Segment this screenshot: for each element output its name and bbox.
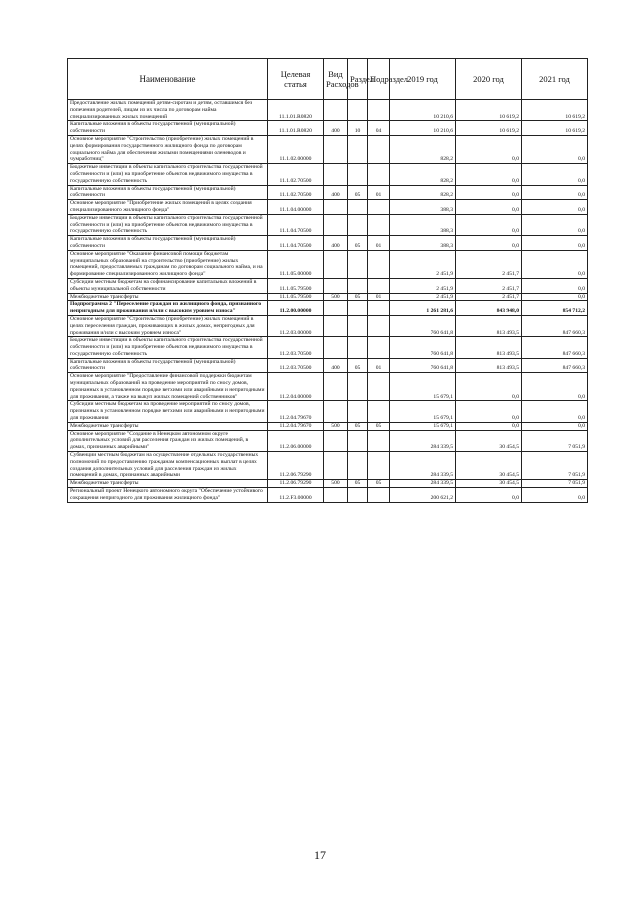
cell-2020: 843 948,0 <box>456 301 522 316</box>
cell-2019: 828,2 <box>390 185 456 200</box>
table-header-row <box>68 59 588 100</box>
cell-expense: 500 <box>324 480 348 488</box>
table-row <box>68 250 588 278</box>
cell-section <box>348 135 368 163</box>
cell-article: 11.1.05.79500 <box>268 278 324 293</box>
cell-expense <box>324 401 348 422</box>
cell-2020: 2 451,7 <box>456 278 522 293</box>
cell-expense: 400 <box>324 358 348 373</box>
cell-2020: 0,0 <box>456 164 522 185</box>
cell-2021: 847 660,3 <box>522 358 588 373</box>
cell-section <box>348 100 368 121</box>
cell-name: Бюджетные инвестиции в объекты капитального строительства государственной собственности и (или) на приобретение объектов недвижимого имущества в государственную собственность <box>68 164 268 185</box>
cell-subsection <box>368 337 390 358</box>
cell-2021: 847 660,3 <box>522 337 588 358</box>
cell-subsection: 01 <box>368 358 390 373</box>
cell-2020: 2 451,7 <box>456 293 522 301</box>
table-row <box>68 293 588 301</box>
cell-article: 11.2.06.79290 <box>268 452 324 480</box>
cell-2019: 388,3 <box>390 236 456 251</box>
cell-section: 05 <box>348 185 368 200</box>
cell-subsection: 05 <box>368 480 390 488</box>
cell-2019: 760 641,8 <box>390 337 456 358</box>
table-row <box>68 422 588 430</box>
table-row <box>68 164 588 185</box>
cell-2021: 0,0 <box>522 250 588 278</box>
cell-name: Капитальные вложения в объекты государственной (муниципальной) собственности <box>68 358 268 373</box>
cell-subsection <box>368 200 390 215</box>
cell-2021: 0,0 <box>522 422 588 430</box>
cell-section <box>348 430 368 451</box>
cell-2021: 0,0 <box>522 200 588 215</box>
cell-expense <box>324 315 348 336</box>
cell-expense: 400 <box>324 185 348 200</box>
table-row <box>68 315 588 336</box>
cell-subsection: 04 <box>368 121 390 136</box>
cell-section <box>348 250 368 278</box>
table-row <box>68 200 588 215</box>
cell-name: Основное мероприятие "Строительство (приобретение) жилых помещений в целях переселения граждан, проживающих в жилых домах, непригодных для проживания и/или с высоким уровнем износа" <box>68 315 268 336</box>
cell-article: 11.1.02.00000 <box>268 135 324 163</box>
cell-2019: 2 451,9 <box>390 293 456 301</box>
cell-article: 11.1.04.70500 <box>268 214 324 235</box>
cell-2021: 0,0 <box>522 164 588 185</box>
cell-subsection <box>368 135 390 163</box>
cell-2020: 30 454,5 <box>456 452 522 480</box>
cell-section <box>348 337 368 358</box>
cell-2020: 2 451,7 <box>456 250 522 278</box>
cell-section <box>348 401 368 422</box>
table-body <box>68 100 588 503</box>
cell-section: 05 <box>348 422 368 430</box>
cell-subsection <box>368 373 390 401</box>
cell-section: 05 <box>348 358 368 373</box>
cell-2019: 284 339,5 <box>390 480 456 488</box>
cell-article: 11.2.04.79670 <box>268 422 324 430</box>
cell-2021: 847 660,3 <box>522 315 588 336</box>
cell-2019: 1 261 281,6 <box>390 301 456 316</box>
cell-expense <box>324 488 348 503</box>
table-row <box>68 480 588 488</box>
cell-2020: 0,0 <box>456 488 522 503</box>
cell-article: 11.2.04.00000 <box>268 373 324 401</box>
cell-expense <box>324 452 348 480</box>
cell-2021: 7 051,9 <box>522 430 588 451</box>
cell-2019: 388,3 <box>390 200 456 215</box>
cell-2019: 10 210,6 <box>390 121 456 136</box>
header-expense: Вид Расходов <box>324 59 348 100</box>
cell-article: 11.2.F3.00000 <box>268 488 324 503</box>
cell-name: Основное мероприятие "Создание в Ненецком автономном округе дополнительных условий для расселения граждан из жилых помещений, в домах, признанных аварийными" <box>68 430 268 451</box>
cell-expense <box>324 301 348 316</box>
cell-2021: 0,0 <box>522 214 588 235</box>
cell-name: Капитальные вложения в объекты государственной (муниципальной) собственности <box>68 236 268 251</box>
cell-name: Предоставление жилых помещений детям-сиротам и детям, оставшимся без попечения родителей, лицам из их числа по договорам найма специализированных жилых помещений <box>68 100 268 121</box>
cell-2020: 30 454,5 <box>456 430 522 451</box>
cell-expense <box>324 337 348 358</box>
cell-subsection: 01 <box>368 236 390 251</box>
table-row <box>68 373 588 401</box>
table-row <box>68 488 588 503</box>
cell-2020: 813 493,5 <box>456 358 522 373</box>
cell-2021: 0,0 <box>522 278 588 293</box>
header-2019: 2019 год <box>390 59 456 100</box>
cell-2019: 828,2 <box>390 135 456 163</box>
cell-section: 05 <box>348 480 368 488</box>
cell-section <box>348 452 368 480</box>
cell-expense: 500 <box>324 293 348 301</box>
cell-2021: 0,0 <box>522 401 588 422</box>
cell-2020: 0,0 <box>456 135 522 163</box>
cell-article: 11.1.02.70500 <box>268 164 324 185</box>
table-row <box>68 185 588 200</box>
cell-section: 05 <box>348 293 368 301</box>
table-row <box>68 100 588 121</box>
cell-name: Региональный проект Ненецкого автономного округа "Обеспечение устойчивого сокращения непригодного для проживания жилищного фонда" <box>68 488 268 503</box>
cell-article: 11.1.05.00000 <box>268 250 324 278</box>
cell-2019: 760 641,8 <box>390 358 456 373</box>
header-subsection: Подраздел <box>368 59 390 100</box>
cell-subsection <box>368 430 390 451</box>
cell-2019: 15 679,1 <box>390 373 456 401</box>
cell-2020: 0,0 <box>456 373 522 401</box>
cell-section <box>348 301 368 316</box>
cell-section <box>348 214 368 235</box>
cell-2021: 0,0 <box>522 185 588 200</box>
cell-article: 11.2.03.70500 <box>268 358 324 373</box>
cell-name: Субсидии местным бюджетам на софинансирование капитальных вложений в объекты муниципальной собственности <box>68 278 268 293</box>
cell-article: 11.1.04.70500 <box>268 236 324 251</box>
cell-article: 11.1.05.79500 <box>268 293 324 301</box>
cell-subsection <box>368 488 390 503</box>
cell-article: 11.2.03.00000 <box>268 315 324 336</box>
cell-name: Основное мероприятие "Строительство (приобретение) жилых помещений в целях формирования государственного жилищного фонда по договорам социального найма для обеспечения жилыми помещениями оленеводов и чумработниц" <box>68 135 268 163</box>
cell-subsection <box>368 315 390 336</box>
cell-2020: 0,0 <box>456 200 522 215</box>
cell-name: Бюджетные инвестиции в объекты капитального строительства государственной собственности и (или) на приобретение объектов недвижимого имущества в государственную собственность <box>68 214 268 235</box>
table-row <box>68 337 588 358</box>
table-row <box>68 430 588 451</box>
table-row <box>68 401 588 422</box>
header-section: Раздел <box>348 59 368 100</box>
header-2020: 2020 год <box>456 59 522 100</box>
cell-article: 11.1.01.R0820 <box>268 100 324 121</box>
cell-2019: 284 339,5 <box>390 452 456 480</box>
table-row <box>68 452 588 480</box>
cell-subsection <box>368 250 390 278</box>
cell-2021: 10 619,2 <box>522 100 588 121</box>
cell-2019: 2 451,9 <box>390 278 456 293</box>
cell-subsection: 01 <box>368 185 390 200</box>
cell-expense: 400 <box>324 236 348 251</box>
cell-section <box>348 164 368 185</box>
cell-name: Субвенции местным бюджетам на осуществление отдельных государственных полномочий по предоставлению гражданам компенсационных выплат в целях создания дополнительных условий для расселения граждан из жилых помещений в домах, признанных аварийными <box>68 452 268 480</box>
cell-2019: 15 679,1 <box>390 401 456 422</box>
cell-subsection: 05 <box>368 422 390 430</box>
table-row <box>68 236 588 251</box>
budget-table <box>67 58 588 503</box>
table-row <box>68 278 588 293</box>
cell-expense <box>324 373 348 401</box>
cell-2019: 200 621,2 <box>390 488 456 503</box>
cell-article: 11.1.04.00000 <box>268 200 324 215</box>
cell-2020: 0,0 <box>456 401 522 422</box>
cell-2021: 0,0 <box>522 135 588 163</box>
cell-section: 05 <box>348 236 368 251</box>
cell-2021: 7 051,9 <box>522 480 588 488</box>
cell-2019: 2 451,9 <box>390 250 456 278</box>
budget-document <box>67 58 587 503</box>
table-row <box>68 214 588 235</box>
cell-expense <box>324 430 348 451</box>
cell-2019: 15 679,1 <box>390 422 456 430</box>
cell-article: 11.1.01.R0820 <box>268 121 324 136</box>
cell-2019: 388,3 <box>390 214 456 235</box>
table-row <box>68 301 588 316</box>
header-2021: 2021 год <box>522 59 588 100</box>
cell-2020: 10 619,2 <box>456 121 522 136</box>
cell-subsection <box>368 278 390 293</box>
cell-section <box>348 488 368 503</box>
cell-name: Межбюджетные трансферты <box>68 480 268 488</box>
cell-name: Капитальные вложения в объекты государственной (муниципальной) собственности <box>68 185 268 200</box>
cell-name: Основное мероприятие "Предоставление финансовой поддержки бюджетам муниципальных образований на проведение мероприятий по сносу домов, признанных в установленном порядке ветхими или аварийными и непригодными для проживания, а также на выкуп жилых помещений собственников" <box>68 373 268 401</box>
cell-name: Субсидии местным бюджетам на проведение мероприятий по сносу домов, признанных в установленном порядке ветхими или аварийными и непригодными для проживания <box>68 401 268 422</box>
cell-2021: 0,0 <box>522 488 588 503</box>
cell-expense <box>324 135 348 163</box>
cell-article: 11.1.02.70500 <box>268 185 324 200</box>
cell-section <box>348 278 368 293</box>
cell-2020: 0,0 <box>456 236 522 251</box>
cell-section: 10 <box>348 121 368 136</box>
cell-2020: 0,0 <box>456 185 522 200</box>
cell-subsection <box>368 100 390 121</box>
header-name: Наименование <box>68 59 268 100</box>
cell-2021: 10 619,2 <box>522 121 588 136</box>
cell-2021: 0,0 <box>522 373 588 401</box>
cell-name: Межбюджетные трансферты <box>68 422 268 430</box>
cell-name: Основное мероприятие "Оказание финансовой помощи бюджетам муниципальных образований на строительство (приобретение) жилых помещений, предоставляемых гражданам по договорам социального найма, и на формирование специализированного жилищного фонда" <box>68 250 268 278</box>
cell-2020: 813 493,5 <box>456 315 522 336</box>
cell-article: 11.2.06.79290 <box>268 480 324 488</box>
cell-article: 11.2.00.00000 <box>268 301 324 316</box>
cell-2019: 10 210,6 <box>390 100 456 121</box>
cell-2020: 0,0 <box>456 422 522 430</box>
cell-subsection <box>368 452 390 480</box>
cell-2019: 760 641,8 <box>390 315 456 336</box>
cell-name: Капитальные вложения в объекты государственной (муниципальной) собственности <box>68 121 268 136</box>
cell-expense: 400 <box>324 121 348 136</box>
cell-2020: 10 619,2 <box>456 100 522 121</box>
cell-name: Подпрограмма 2 "Переселение граждан из жилищного фонда, признанного непригодным для проживания и/или с высоким уровнем износа" <box>68 301 268 316</box>
cell-expense <box>324 100 348 121</box>
table-row <box>68 358 588 373</box>
cell-expense: 500 <box>324 422 348 430</box>
cell-section <box>348 315 368 336</box>
cell-expense <box>324 250 348 278</box>
cell-subsection <box>368 301 390 316</box>
cell-article: 11.2.06.00000 <box>268 430 324 451</box>
cell-subsection <box>368 214 390 235</box>
cell-2020: 0,0 <box>456 214 522 235</box>
cell-2019: 284 339,5 <box>390 430 456 451</box>
cell-subsection: 01 <box>368 293 390 301</box>
cell-subsection <box>368 164 390 185</box>
cell-2021: 854 712,2 <box>522 301 588 316</box>
cell-2019: 828,2 <box>390 164 456 185</box>
table-row <box>68 121 588 136</box>
cell-2021: 0,0 <box>522 236 588 251</box>
cell-2020: 813 493,5 <box>456 337 522 358</box>
cell-2021: 7 051,9 <box>522 452 588 480</box>
cell-name: Основное мероприятие "Приобретение жилых помещений в целях создания специализированного жилищного фонда" <box>68 200 268 215</box>
cell-expense <box>324 164 348 185</box>
cell-subsection <box>368 401 390 422</box>
cell-expense <box>324 278 348 293</box>
cell-name: Межбюджетные трансферты <box>68 293 268 301</box>
cell-section <box>348 373 368 401</box>
cell-article: 11.2.03.70500 <box>268 337 324 358</box>
cell-2020: 30 454,5 <box>456 480 522 488</box>
cell-name: Бюджетные инвестиции в объекты капитального строительства государственной собственности и (или) на приобретение объектов недвижимого имущества в государственную собственность <box>68 337 268 358</box>
cell-section <box>348 200 368 215</box>
cell-expense <box>324 214 348 235</box>
table-row <box>68 135 588 163</box>
cell-expense <box>324 200 348 215</box>
page-number: 17 <box>314 848 326 862</box>
header-article: Целевая статья <box>268 59 324 100</box>
cell-article: 11.2.04.79670 <box>268 401 324 422</box>
cell-2021: 0,0 <box>522 293 588 301</box>
